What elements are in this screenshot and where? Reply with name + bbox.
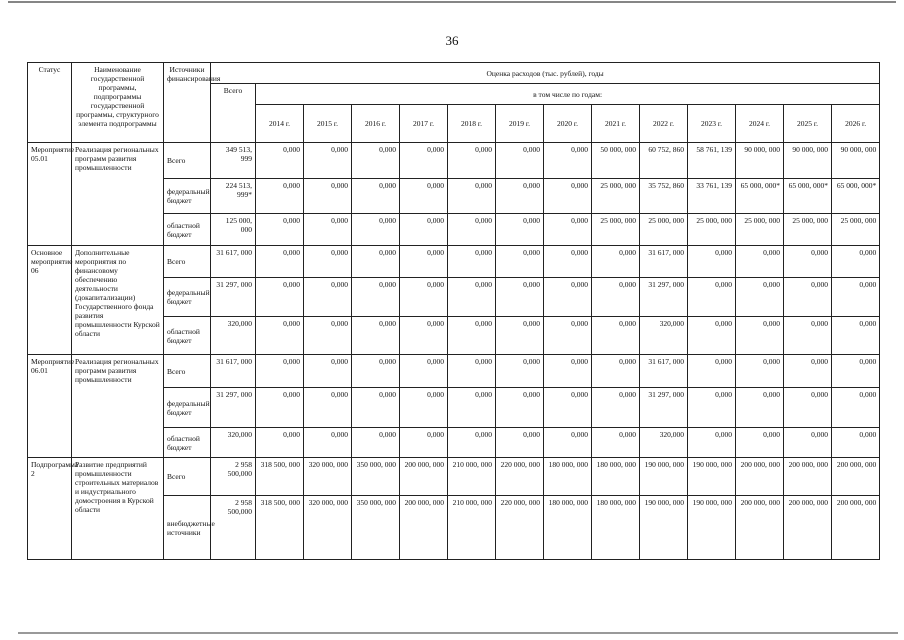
- header-including: в том числе по годам:: [256, 84, 880, 105]
- year-value-cell: 90 000, 000: [784, 143, 832, 179]
- table-row: [28, 458, 880, 496]
- year-value-cell: 200 000, 000: [400, 496, 448, 560]
- year-value-cell: 0,000: [784, 317, 832, 355]
- year-value-cell: 0,000: [592, 278, 640, 317]
- status-cell: Подпрограмма 2: [28, 458, 72, 560]
- year-value-cell: 0,000: [736, 428, 784, 458]
- year-value-cell: 0,000: [256, 179, 304, 214]
- year-value-cell: 0,000: [400, 355, 448, 388]
- header-year: 2021 г.: [592, 105, 640, 143]
- source-cell: областной бюджет: [164, 428, 211, 458]
- year-value-cell: 0,000: [400, 317, 448, 355]
- year-value-cell: 0,000: [352, 278, 400, 317]
- header-estimate: Оценка расходов (тыс. рублей), годы: [211, 63, 880, 84]
- year-value-cell: 65 000, 000*: [832, 179, 880, 214]
- header-year: 2019 г.: [496, 105, 544, 143]
- year-value-cell: 0,000: [256, 278, 304, 317]
- table-row: [28, 355, 880, 388]
- year-value-cell: 350 000, 000: [352, 496, 400, 560]
- total-cell: 320,000: [211, 428, 256, 458]
- status-cell: Мероприятие 06.01: [28, 355, 72, 458]
- year-value-cell: 320,000: [640, 317, 688, 355]
- year-value-cell: 0,000: [448, 355, 496, 388]
- year-value-cell: 25 000, 000: [688, 214, 736, 246]
- year-value-cell: 0,000: [496, 143, 544, 179]
- year-value-cell: 0,000: [688, 278, 736, 317]
- year-value-cell: 200 000, 000: [832, 496, 880, 560]
- total-cell: 31 297, 000: [211, 388, 256, 428]
- year-value-cell: 210 000, 000: [448, 458, 496, 496]
- year-value-cell: 0,000: [544, 388, 592, 428]
- source-cell: Всего: [164, 246, 211, 278]
- year-value-cell: 0,000: [784, 246, 832, 278]
- source-cell: Всего: [164, 355, 211, 388]
- year-value-cell: 0,000: [784, 388, 832, 428]
- table-row: [28, 246, 880, 278]
- year-value-cell: 0,000: [448, 278, 496, 317]
- year-value-cell: 0,000: [304, 246, 352, 278]
- year-value-cell: 0,000: [592, 317, 640, 355]
- year-value-cell: 65 000, 000*: [736, 179, 784, 214]
- header-total: Всего: [211, 84, 256, 143]
- bottom-edge-line: [18, 632, 898, 634]
- year-value-cell: 0,000: [784, 355, 832, 388]
- year-value-cell: 90 000, 000: [736, 143, 784, 179]
- year-value-cell: 0,000: [688, 428, 736, 458]
- name-cell: Реализация региональных программ развития промышленности: [72, 143, 164, 246]
- year-value-cell: 0,000: [256, 317, 304, 355]
- name-cell: Реализация региональных программ развития промышленности: [72, 355, 164, 458]
- total-cell: 125 000, 000: [211, 214, 256, 246]
- year-value-cell: 0,000: [304, 355, 352, 388]
- header-year: 2020 г.: [544, 105, 592, 143]
- header-year: 2017 г.: [400, 105, 448, 143]
- year-value-cell: 200 000, 000: [784, 496, 832, 560]
- source-cell: Всего: [164, 143, 211, 179]
- year-value-cell: 0,000: [352, 246, 400, 278]
- total-cell: 349 513, 999: [211, 143, 256, 179]
- year-value-cell: 25 000, 000: [592, 179, 640, 214]
- year-value-cell: 0,000: [352, 317, 400, 355]
- total-cell: 31 617, 000: [211, 246, 256, 278]
- year-value-cell: 318 500, 000: [256, 458, 304, 496]
- year-value-cell: 200 000, 000: [400, 458, 448, 496]
- header-name: Наименование государственной программы, подпрограммы государственной программы, структурного элемента подпрограммы: [72, 63, 164, 143]
- header-year: 2015 г.: [304, 105, 352, 143]
- source-cell: областной бюджет: [164, 317, 211, 355]
- year-value-cell: 0,000: [592, 246, 640, 278]
- year-value-cell: 180 000, 000: [592, 458, 640, 496]
- year-value-cell: 31 617, 000: [640, 246, 688, 278]
- year-value-cell: 0,000: [496, 428, 544, 458]
- year-value-cell: 0,000: [544, 143, 592, 179]
- source-cell: федеральный бюджет: [164, 388, 211, 428]
- source-cell: Всего: [164, 458, 211, 496]
- year-value-cell: 0,000: [736, 355, 784, 388]
- year-value-cell: 320,000: [640, 428, 688, 458]
- year-value-cell: 190 000, 000: [640, 458, 688, 496]
- source-cell: внебюджетные источники: [164, 496, 211, 560]
- year-value-cell: 0,000: [736, 246, 784, 278]
- year-value-cell: 0,000: [832, 428, 880, 458]
- year-value-cell: 0,000: [496, 278, 544, 317]
- source-cell: федеральный бюджет: [164, 179, 211, 214]
- year-value-cell: 0,000: [496, 355, 544, 388]
- year-value-cell: 0,000: [256, 428, 304, 458]
- total-cell: 224 513, 999*: [211, 179, 256, 214]
- status-cell: Основное мероприятие 06: [28, 246, 72, 355]
- year-value-cell: 0,000: [544, 214, 592, 246]
- name-cell: Дополнительные мероприятия по финансовому обеспечению деятельности (докапитализации) Государственного фонда развития промышленности Курской области: [72, 246, 164, 355]
- year-value-cell: 0,000: [352, 388, 400, 428]
- year-value-cell: 0,000: [544, 317, 592, 355]
- year-value-cell: 0,000: [352, 355, 400, 388]
- year-value-cell: 200 000, 000: [784, 458, 832, 496]
- year-value-cell: 180 000, 000: [592, 496, 640, 560]
- year-value-cell: 35 752, 860: [640, 179, 688, 214]
- header-year: 2023 г.: [688, 105, 736, 143]
- year-value-cell: 0,000: [688, 246, 736, 278]
- year-value-cell: 0,000: [784, 428, 832, 458]
- table-row: [28, 143, 880, 179]
- year-value-cell: 0,000: [448, 428, 496, 458]
- year-value-cell: 190 000, 000: [640, 496, 688, 560]
- year-value-cell: 0,000: [496, 214, 544, 246]
- year-value-cell: 190 000, 000: [688, 458, 736, 496]
- year-value-cell: 0,000: [496, 246, 544, 278]
- year-value-cell: 0,000: [592, 428, 640, 458]
- name-cell: Развитие предприятий промышленности строительных материалов и индустриального домостроения в Курской области: [72, 458, 164, 560]
- year-value-cell: 0,000: [352, 214, 400, 246]
- year-value-cell: 0,000: [256, 246, 304, 278]
- year-value-cell: 0,000: [688, 355, 736, 388]
- page-number: 36: [445, 33, 459, 48]
- year-value-cell: 0,000: [400, 428, 448, 458]
- year-value-cell: 0,000: [544, 428, 592, 458]
- year-value-cell: 210 000, 000: [448, 496, 496, 560]
- year-value-cell: 0,000: [304, 278, 352, 317]
- year-value-cell: 50 000, 000: [592, 143, 640, 179]
- top-edge-line: [8, 1, 896, 3]
- year-value-cell: 0,000: [448, 143, 496, 179]
- year-value-cell: 0,000: [400, 246, 448, 278]
- year-value-cell: 0,000: [304, 428, 352, 458]
- year-value-cell: 0,000: [448, 317, 496, 355]
- source-cell: федеральный бюджет: [164, 278, 211, 317]
- year-value-cell: 31 297, 000: [640, 388, 688, 428]
- year-value-cell: 0,000: [448, 388, 496, 428]
- year-value-cell: 25 000, 000: [784, 214, 832, 246]
- year-value-cell: 350 000, 000: [352, 458, 400, 496]
- year-value-cell: 0,000: [448, 179, 496, 214]
- year-value-cell: 0,000: [832, 388, 880, 428]
- year-value-cell: 0,000: [304, 179, 352, 214]
- year-value-cell: 60 752, 860: [640, 143, 688, 179]
- year-value-cell: 33 761, 139: [688, 179, 736, 214]
- header-status: Статус: [28, 63, 72, 143]
- table-body: [28, 143, 880, 560]
- year-value-cell: 0,000: [736, 317, 784, 355]
- year-value-cell: 0,000: [832, 317, 880, 355]
- year-value-cell: 200 000, 000: [736, 496, 784, 560]
- year-value-cell: 0,000: [352, 179, 400, 214]
- year-value-cell: 25 000, 000: [736, 214, 784, 246]
- total-cell: 2 958 500,000: [211, 458, 256, 496]
- year-value-cell: 0,000: [736, 278, 784, 317]
- header-year: 2014 г.: [256, 105, 304, 143]
- year-value-cell: 320 000, 000: [304, 458, 352, 496]
- year-value-cell: 0,000: [832, 355, 880, 388]
- year-value-cell: 200 000, 000: [736, 458, 784, 496]
- year-value-cell: 190 000, 000: [688, 496, 736, 560]
- year-value-cell: 0,000: [496, 388, 544, 428]
- year-value-cell: 0,000: [544, 179, 592, 214]
- header-sources: Источники финансирования: [164, 63, 211, 143]
- year-value-cell: 25 000, 000: [592, 214, 640, 246]
- total-cell: 2 958 500,000: [211, 496, 256, 560]
- year-value-cell: 0,000: [592, 388, 640, 428]
- budget-table: [27, 62, 880, 560]
- year-value-cell: 0,000: [304, 214, 352, 246]
- header-year: 2022 г.: [640, 105, 688, 143]
- status-cell: Мероприятие 05.01: [28, 143, 72, 246]
- header-year: 2018 г.: [448, 105, 496, 143]
- year-value-cell: 0,000: [688, 388, 736, 428]
- year-value-cell: 0,000: [496, 317, 544, 355]
- total-cell: 320,000: [211, 317, 256, 355]
- year-value-cell: 180 000, 000: [544, 496, 592, 560]
- year-value-cell: 0,000: [400, 214, 448, 246]
- header-year: 2025 г.: [784, 105, 832, 143]
- year-value-cell: 318 500, 000: [256, 496, 304, 560]
- year-value-cell: 0,000: [304, 143, 352, 179]
- total-cell: 31 297, 000: [211, 278, 256, 317]
- year-value-cell: 0,000: [400, 388, 448, 428]
- year-value-cell: 0,000: [448, 214, 496, 246]
- year-value-cell: 0,000: [832, 278, 880, 317]
- year-value-cell: 0,000: [544, 355, 592, 388]
- header-year: 2016 г.: [352, 105, 400, 143]
- year-value-cell: 0,000: [592, 355, 640, 388]
- year-value-cell: 0,000: [400, 179, 448, 214]
- year-value-cell: 0,000: [544, 246, 592, 278]
- year-value-cell: 0,000: [256, 355, 304, 388]
- year-value-cell: 31 297, 000: [640, 278, 688, 317]
- year-value-cell: 0,000: [448, 246, 496, 278]
- year-value-cell: 320 000, 000: [304, 496, 352, 560]
- year-value-cell: 0,000: [256, 388, 304, 428]
- header-year: 2024 г.: [736, 105, 784, 143]
- year-value-cell: 0,000: [736, 388, 784, 428]
- year-value-cell: 58 761, 139: [688, 143, 736, 179]
- year-value-cell: 0,000: [688, 317, 736, 355]
- year-value-cell: 0,000: [400, 143, 448, 179]
- header-year: 2026 г.: [832, 105, 880, 143]
- year-value-cell: 90 000, 000: [832, 143, 880, 179]
- year-value-cell: 0,000: [256, 214, 304, 246]
- year-value-cell: 25 000, 000: [640, 214, 688, 246]
- year-value-cell: 65 000, 000*: [784, 179, 832, 214]
- year-value-cell: 0,000: [256, 143, 304, 179]
- year-value-cell: 0,000: [496, 179, 544, 214]
- year-value-cell: 200 000, 000: [832, 458, 880, 496]
- year-value-cell: 180 000, 000: [544, 458, 592, 496]
- year-value-cell: 0,000: [352, 428, 400, 458]
- year-value-cell: 0,000: [784, 278, 832, 317]
- year-value-cell: 220 000, 000: [496, 496, 544, 560]
- year-value-cell: 31 617, 000: [640, 355, 688, 388]
- year-value-cell: 0,000: [304, 388, 352, 428]
- source-cell: областной бюджет: [164, 214, 211, 246]
- year-value-cell: 0,000: [352, 143, 400, 179]
- year-value-cell: 25 000, 000: [832, 214, 880, 246]
- total-cell: 31 617, 000: [211, 355, 256, 388]
- year-value-cell: 0,000: [304, 317, 352, 355]
- year-value-cell: 0,000: [544, 278, 592, 317]
- year-value-cell: 220 000, 000: [496, 458, 544, 496]
- year-value-cell: 0,000: [832, 246, 880, 278]
- year-value-cell: 0,000: [400, 278, 448, 317]
